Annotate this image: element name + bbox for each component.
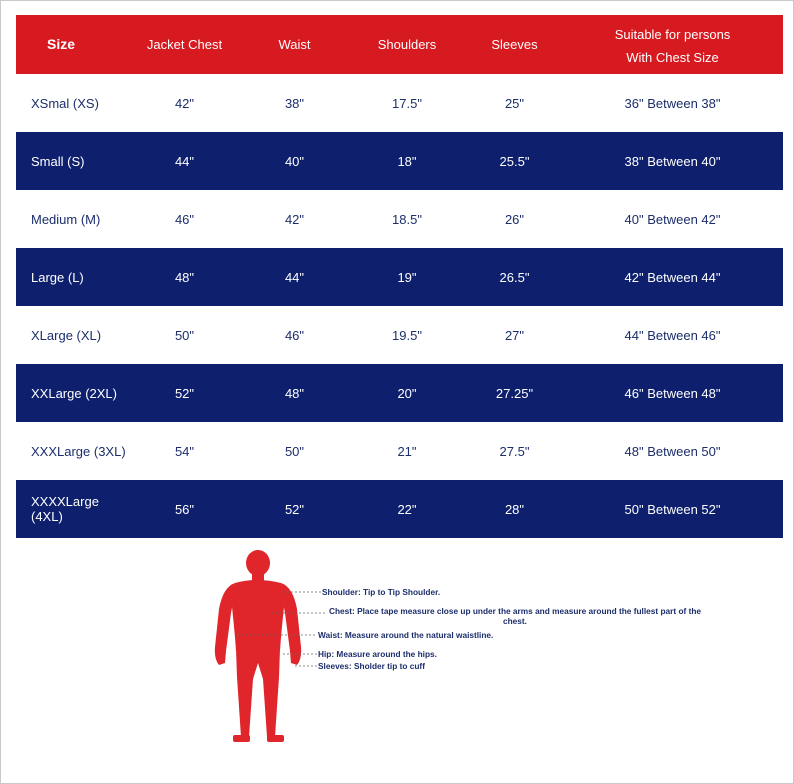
cell-waist: 48" xyxy=(284,385,305,401)
header-suitable xyxy=(562,15,783,74)
measurement-guide xyxy=(211,547,731,757)
cell-sleeves: 27.25" xyxy=(495,385,534,401)
cell-jacket-chest: 52" xyxy=(174,385,195,401)
cell-shoulders: 19" xyxy=(397,269,417,285)
table-header-row xyxy=(16,15,783,74)
cell-sleeves: 26" xyxy=(504,211,525,227)
cell-shoulders: 20" xyxy=(397,385,417,401)
cell-shoulders: 18" xyxy=(397,153,417,169)
header-shoulders: Shoulders xyxy=(377,37,437,52)
header-suitable-line1: Suitable for persons xyxy=(614,26,731,42)
waist-note: Waist: Measure around the natural waistline. xyxy=(318,630,494,640)
cell-sleeves: 27.5" xyxy=(499,443,530,459)
cell-size: XXLarge (2XL) xyxy=(31,385,117,401)
cell-suitable: 50" Between 52" xyxy=(624,501,721,517)
table-row xyxy=(16,190,783,248)
header-sleeves: Sleeves xyxy=(491,37,538,52)
cell-size: XXXXLarge (4XL) xyxy=(31,494,99,524)
table-row xyxy=(16,480,783,538)
cell-jacket-chest: 46" xyxy=(174,211,195,227)
cell-shoulders: 21" xyxy=(397,443,417,459)
cell-size: XSmal (XS) xyxy=(31,95,99,111)
table-row xyxy=(16,132,783,190)
cell-sleeves: 27" xyxy=(504,327,525,343)
table-row xyxy=(16,74,783,132)
cell-sleeves: 25" xyxy=(504,95,525,111)
cell-suitable: 42" Between 44" xyxy=(624,269,721,285)
header-suitable-line2: With Chest Size xyxy=(626,49,719,65)
cell-suitable: 38" Between 40" xyxy=(624,153,721,169)
cell-size: Small (S) xyxy=(31,153,85,169)
cell-shoulders: 22" xyxy=(397,501,417,517)
hip-note: Hip: Measure around the hips. xyxy=(318,649,437,659)
table-row xyxy=(16,248,783,306)
cell-size: Large (L) xyxy=(31,269,84,285)
shoulder-note: Shoulder: Tip to Tip Shoulder. xyxy=(322,587,441,597)
header-jacket-chest: Jacket Chest xyxy=(146,37,223,52)
cell-waist: 40" xyxy=(284,153,305,169)
table-row xyxy=(16,422,783,480)
table-row xyxy=(16,364,783,422)
cell-shoulders: 17.5" xyxy=(392,95,422,111)
table-row xyxy=(16,306,783,364)
cell-jacket-chest: 54" xyxy=(174,443,195,459)
cell-waist: 42" xyxy=(284,211,305,227)
cell-jacket-chest: 50" xyxy=(174,327,195,343)
cell-jacket-chest: 48" xyxy=(174,269,195,285)
cell-suitable: 36" Between 38" xyxy=(624,95,721,111)
cell-suitable: 44" Between 46" xyxy=(624,327,721,343)
header-waist: Waist xyxy=(278,37,311,52)
cell-waist: 38" xyxy=(284,95,305,111)
cell-suitable: 46" Between 48" xyxy=(624,385,721,401)
cell-waist: 46" xyxy=(284,327,305,343)
cell-sleeves: 25.5" xyxy=(499,153,530,169)
cell-waist: 52" xyxy=(284,501,305,517)
cell-suitable: 40" Between 42" xyxy=(624,211,721,227)
cell-size: XXXLarge (3XL) xyxy=(31,443,126,459)
cell-sleeves: 26.5" xyxy=(499,269,530,285)
person-silhouette-icon xyxy=(211,547,731,757)
cell-jacket-chest: 42" xyxy=(174,95,195,111)
cell-jacket-chest: 56" xyxy=(174,501,195,517)
size-chart-table xyxy=(16,15,783,538)
header-size: Size xyxy=(47,36,76,52)
cell-suitable: 48" Between 50" xyxy=(624,443,721,459)
cell-sleeves: 28" xyxy=(504,501,525,517)
cell-waist: 44" xyxy=(284,269,305,285)
cell-shoulders: 18.5" xyxy=(392,211,422,227)
cell-size: Medium (M) xyxy=(31,211,101,227)
cell-size: XLarge (XL) xyxy=(31,327,102,343)
sleeves-note: Sleeves: Sholder tip to cuff xyxy=(318,661,425,671)
cell-jacket-chest: 44" xyxy=(174,153,195,169)
cell-waist: 50" xyxy=(284,443,305,459)
cell-shoulders: 19.5" xyxy=(392,327,422,343)
chest-note: Chest: Place tape measure close up under the arms and measure around the fullest part of the chest. xyxy=(328,606,702,626)
